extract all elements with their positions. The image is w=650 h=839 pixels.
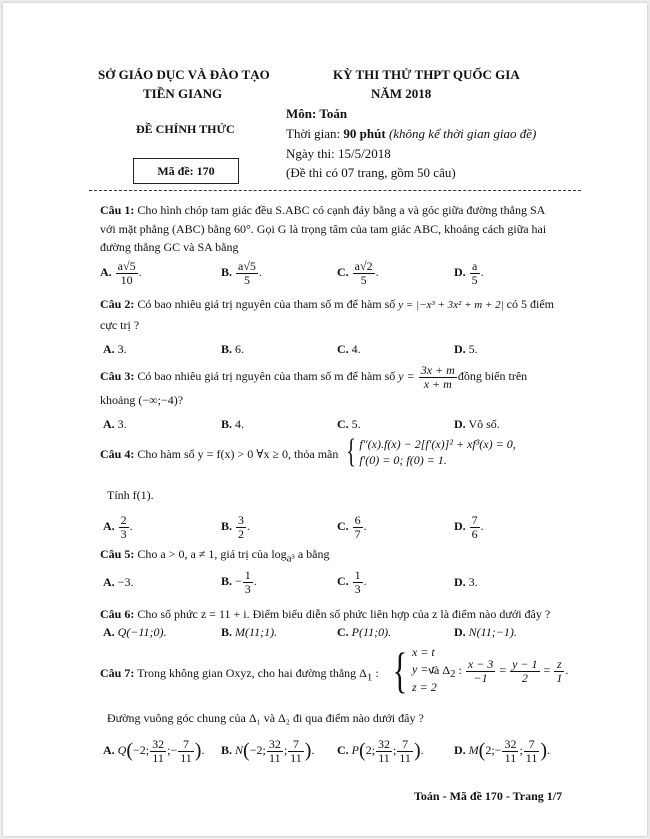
page-count: (Đề thi có 07 trang, gồm 50 câu) (286, 165, 456, 180)
q1-line1 (100, 203, 545, 218)
point-name: N (235, 742, 244, 757)
brace-icon: { (346, 433, 357, 470)
fraction-numerator: 2 (120, 513, 127, 527)
fraction-numerator: 7 (524, 738, 540, 752)
q5-text1: Cho a > 0, a ≠ 1, giá trị của log (134, 547, 287, 561)
q4-answer-c: C. $\frac{6}{7}$ . (337, 513, 367, 541)
point-name: Q (117, 742, 127, 757)
fraction-numerator: 32 (152, 737, 165, 751)
page-footer: Toán - Mã đề 170 - Trang 1/7 (414, 789, 563, 803)
q3-line2: khoảng (−∞;−4)? (100, 393, 184, 407)
q5-answer-a: A. −3. (103, 575, 134, 589)
coord-sep: ;− (167, 742, 178, 757)
coord-sep: ; (393, 742, 397, 757)
fraction-denominator: 5 (471, 272, 478, 287)
fraction-numerator: 32 (378, 737, 391, 751)
exam-page (3, 3, 647, 836)
fraction-numerator: y − 1 (512, 657, 538, 671)
q3-answer-b: B. 4. (221, 417, 245, 431)
q7-answer-b: B. N(−2; $\frac{32}{11}$ ; $\frac{7}{11}$ ). (221, 737, 315, 765)
q5-label: Câu 5: (100, 547, 135, 561)
coord-1: −2; (133, 742, 150, 757)
q4-answer-a: A. $\frac{2}{3}$ . (103, 513, 133, 541)
q6-answer-b: B. M(11;1). (221, 625, 278, 639)
fraction-numerator: 32 (504, 737, 517, 751)
q4-answer-b: B. $\frac{3}{2}$ . (221, 513, 251, 541)
q7-colon2: : (455, 662, 462, 677)
exam-title: KỲ THI THỬ THPT QUỐC GIA (333, 67, 520, 82)
fraction-numerator: 3x + m (420, 363, 455, 377)
answer-text: Q(−11;0). (117, 625, 167, 639)
q7-sys3: z = 2 (412, 679, 437, 694)
q7-label: Câu 7: (100, 666, 135, 680)
fraction-numerator: 7 (471, 513, 478, 527)
q4-eq2: f′(0) = 0; f(0) = 1. (359, 453, 447, 467)
fraction-numerator: 1 (244, 568, 251, 582)
q5-text1b: a bằng (294, 547, 330, 561)
fraction-denominator: 1 (556, 670, 563, 685)
fraction-numerator: a√5 (117, 259, 136, 273)
q6-answer-a: A. Q(−11;0). (103, 625, 167, 639)
coord-1: 2; (365, 742, 376, 757)
q2-line2: cực trị ? (100, 318, 140, 332)
q2-text1: Có bao nhiêu giá trị nguyên của tham số m để hàm số (134, 297, 396, 311)
fraction-denominator: 11 (378, 750, 390, 765)
q7-answer-a: A. Q(−2; $\frac{32}{11}$ ;− $\frac{7}{11}$ ). (103, 737, 205, 765)
time-value: 90 phút (343, 126, 386, 141)
exam-code-box: Mã đề: 170 (133, 158, 239, 184)
q1-text1: Cho hình chóp tam giác đều S.ABC có cạnh đáy bằng a và góc giữa đường thẳng SA (134, 203, 546, 217)
q3-answer-a: A. 3. (103, 417, 127, 431)
q1-answer-d: D. $\frac{a}{5}$ . (454, 259, 484, 287)
fraction-denominator: 2 (238, 526, 245, 541)
q4-label: Câu 4: (100, 447, 135, 461)
fraction-denominator: 3 (244, 581, 251, 596)
q7-answer-d: D. M(2;− $\frac{32}{11}$ ; $\frac{7}{11}$ ). (454, 737, 551, 765)
q5-answer-d: D. 3. (454, 575, 478, 589)
q4-eq1: f″(x).f(x) − 2[f′(x)]² + xf³(x) = 0, (359, 436, 516, 451)
fraction-numerator: a√2 (354, 259, 373, 273)
fraction-numerator: a√5 (238, 259, 256, 273)
fraction-numerator: 7 (397, 738, 413, 752)
fraction-numerator: a (470, 260, 480, 274)
province-name: TIỀN GIANG (143, 86, 223, 101)
fraction-numerator: 32 (268, 737, 281, 751)
q2-text1b: có 5 điểm (503, 297, 554, 311)
point-name: P (351, 742, 360, 757)
q1-line2: với mặt phẳng (ABC) bằng 60°. Gọi G là trọng tâm của tam giác ABC, khoảng cách giữa hai (100, 222, 547, 236)
answer-text: 3. (468, 575, 478, 589)
q2-answer-b: B. 6. (221, 342, 245, 356)
fraction-denominator: −1 (473, 670, 488, 685)
fraction-denominator: 11 (290, 750, 302, 765)
q4-system (343, 435, 516, 469)
q4-line2: Tính f(1). (107, 488, 154, 502)
option-label: C. (337, 264, 349, 279)
q3-answer-c: C. 5. (337, 417, 361, 431)
q1-label: Câu 1: (100, 203, 135, 217)
q3-line1 (100, 364, 527, 390)
q3-y: y = (398, 368, 415, 383)
time-prefix: Thời gian: (286, 126, 344, 141)
fraction-denominator: 11 (152, 750, 164, 765)
q6-label: Câu 6: (100, 607, 135, 621)
coord-1: −2; (249, 742, 266, 757)
q1-answer-b: B. $\frac{a√5}{5}$ . (221, 259, 262, 287)
q7-answer-c: C. P(2; $\frac{32}{11}$ ; $\frac{7}{11}$ ). (337, 737, 424, 765)
q7-and: và Δ (428, 662, 451, 677)
fraction-numerator: 1 (354, 568, 361, 582)
exam-date: Ngày thi: 15/5/2018 (286, 146, 391, 161)
q5-answer-c: C. $\frac{1}{3}$ . (337, 568, 367, 596)
q7-sys2: y = t (412, 662, 435, 677)
exam-year: NĂM 2018 (371, 86, 432, 101)
q7-text1: Trong không gian Oxyz, cho hai đường thẳng Δ (134, 666, 367, 680)
fraction-denominator: 11 (269, 750, 281, 765)
fraction-denominator: x + m (423, 376, 452, 391)
answer-text: 3. (117, 342, 127, 356)
answer-text: P(11;0). (351, 625, 392, 639)
fraction-denominator: 6 (471, 526, 478, 541)
coord-1: 2;− (485, 742, 502, 757)
q7-line1 (100, 666, 379, 683)
answer-text: 5. (468, 342, 478, 356)
subject-label: Môn: Toán (286, 106, 348, 121)
fraction-numerator: 3 (238, 513, 245, 527)
q3-label: Câu 3: (100, 368, 135, 383)
time-note: (không kể thời gian giao đề) (385, 126, 537, 141)
q2-formula: y = |−x³ + 3x² + m + 2| (398, 299, 504, 311)
q2-answer-c: C. 4. (337, 342, 361, 356)
point-name: M (468, 742, 479, 757)
q3-answer-d: D. Vô số. (454, 417, 500, 431)
fraction-denominator: 5 (360, 272, 367, 287)
q5-line1 (100, 547, 330, 564)
answer-text: 3. (117, 417, 127, 431)
q7-colon: : (372, 666, 379, 680)
q6-line1 (100, 607, 550, 622)
option-label: B. (221, 264, 233, 279)
q2-answer-d: D. 5. (454, 342, 478, 356)
coord-sep: ; (519, 742, 523, 757)
fraction-denominator: 3 (120, 526, 127, 541)
minus-sign: − (235, 573, 242, 588)
q7-line2: Đường vuông góc chung của Δ₁ và Δ₂ đi qua điểm nào dưới đây ? (107, 711, 424, 725)
coord-sep: ; (283, 742, 288, 757)
fraction-denominator: 7 (354, 526, 361, 541)
fraction-denominator: 5 (243, 272, 250, 287)
q2-line1 (100, 297, 554, 312)
answer-text: 4. (235, 417, 245, 431)
q1-line3: đường thẳng GC và SA bằng (100, 240, 239, 254)
option-label: D. (454, 264, 466, 279)
option-label: A. (100, 264, 112, 279)
q7-line-eq: và $\Delta_2$ : $\frac{x - 3}{-1}$ = $\frac{y - 1}{2}$ = $\frac{z}{1}$ . (428, 657, 569, 685)
fraction-denominator: 11 (180, 750, 192, 765)
q3-text1b: đồng biến trên (457, 368, 528, 383)
fraction-denominator: 11 (504, 750, 517, 765)
department-name: SỞ GIÁO DỤC VÀ ĐÀO TẠO (98, 67, 270, 82)
fraction-denominator: 2 (521, 670, 528, 685)
q2-answer-a: A. 3. (103, 342, 127, 356)
official-label: ĐỀ CHÍNH THỨC (136, 122, 235, 136)
answer-text: Vô số. (468, 417, 500, 431)
q2-label: Câu 2: (100, 297, 135, 311)
answer-text: N(11;−1). (468, 625, 517, 639)
time-line (286, 126, 536, 142)
fraction-denominator: 3 (354, 581, 361, 596)
q1-answer-a: A. $\frac{a√5}{10}$ . (100, 259, 142, 287)
fraction-numerator: x − 3 (467, 657, 494, 671)
fraction-numerator: 7 (288, 738, 304, 752)
separator-line (89, 190, 581, 191)
q4-answer-d: D. $\frac{7}{6}$ . (454, 513, 484, 541)
fraction-numerator: 6 (354, 513, 361, 527)
q7-sub2: 2 (450, 668, 456, 681)
q4-text1: Cho hàm số y = f(x) > 0 ∀x ≥ 0, thỏa mãn (134, 447, 339, 461)
answer-text: 4. (351, 342, 361, 356)
q3-text1: Có bao nhiêu giá trị nguyên của tham số m để hàm số (134, 368, 396, 383)
q1-answer-c: C. $\frac{a√2}{5}$ . (337, 259, 379, 287)
q6-text1: Cho số phức z = 11 + i. Điểm biểu diễn số phức liên hợp của z là điểm nào dưới đây ? (134, 607, 551, 621)
fraction-denominator: 11 (525, 750, 538, 765)
answer-text: −3. (117, 575, 134, 589)
q4-line1 (100, 447, 338, 462)
q5-answer-b: B. − $\frac{1}{3}$ . (221, 568, 257, 596)
q6-answer-d: D. N(11;−1). (454, 625, 517, 639)
fraction-denominator: 11 (399, 750, 411, 765)
answer-text: 6. (235, 342, 245, 356)
q7-sys1: x = t (412, 645, 435, 659)
brace-icon: { (392, 642, 408, 699)
answer-text: M(11;1). (235, 625, 278, 639)
fraction-numerator: z (554, 658, 564, 672)
q5-sub: a³ (286, 552, 295, 565)
q7-sub1: 1 (366, 671, 373, 684)
fraction-denominator: 10 (120, 272, 133, 287)
q6-answer-c: C. P(11;0). (337, 625, 392, 639)
answer-text: 5. (351, 417, 361, 431)
fraction-numerator: 7 (178, 738, 194, 752)
